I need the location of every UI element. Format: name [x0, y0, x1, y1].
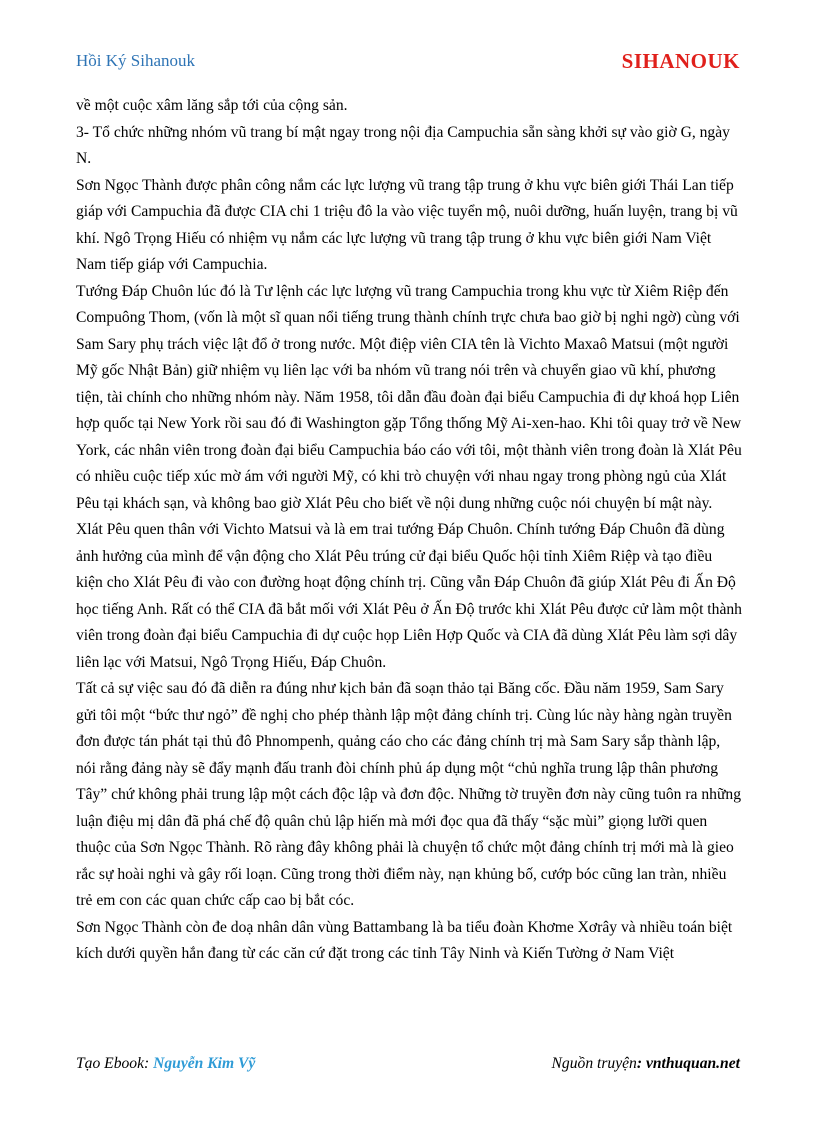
paragraph: Sơn Ngọc Thành được phân công nắm các lực lượng vũ trang tập trung ở khu vực biên giới Thái Lan tiếp giáp với Campuchia đã được CIA chi 1 triệu đô la vào việc tuyển mộ, nuôi dưỡng, huấn luyện, trang bị vũ khí. Ngô Trọng Hiếu có nhiệm vụ nắm các lực lượng vũ trang tập trung ở khu vực biên giới Nam Việt Nam tiếp giáp với Campuchia.: [76, 176, 738, 273]
credit-separator: :: [144, 1055, 154, 1072]
author-name: SIHANOUK: [621, 49, 740, 73]
document-body: [76, 93, 742, 968]
ebook-credit: [76, 1055, 255, 1073]
paragraph: Tướng Đáp Chuôn lúc đó là Tư lệnh các lực lượng vũ trang Campuchia trong khu vực từ Xiêm Riệp đến Compuông Thom, (vốn là một sĩ quan nổi tiếng trung thành chính trực chưa bao giờ bị nghi ngờ) cùng với Sam Sary phụ trách việc lật đổ ở trong nước. Một điệp viên CIA tên là Vichto Maxaô Matsui (một người Mỹ gốc Nhật Bản) giữ nhiệm vụ liên lạc với ba nhóm vũ trang nói trên và chuyển giao vũ khí, phương tiện, tài chính cho những nhóm này. Năm 1958, tôi dẫn đầu đoàn đại biểu Campuchia đi dự khoá họp Liên hợp quốc tại New York rồi sau đó đi Washington gặp Tổng thống Mỹ Ai-xen-hao. Khi tôi quay trở về New York, các nhân viên trong đoàn đại biểu Campuchia báo cáo với tôi, một thành viên trong đoàn là Xlát Pêu có nhiều cuộc tiếp xúc mờ ám với người Mỹ, có khi trò chuyện với nhau ngay trong phòng ngủ của Xlát Pêu tại khách sạn, và không bao giờ Xlát Pêu cho biết về nội dung những cuộc nói chuyện bí mật này.: [76, 282, 742, 512]
book-title: Hồi Ký Sihanouk: [76, 51, 195, 70]
credit-name: Nguyễn Kim Vỹ: [153, 1055, 256, 1072]
source-credit: [552, 1055, 740, 1073]
paragraph: 3- Tổ chức những nhóm vũ trang bí mật ngay trong nội địa Campuchia sẵn sàng khởi sự vào giờ G, ngày N.: [76, 123, 730, 167]
paragraph: Tất cả sự việc sau đó đã diễn ra đúng như kịch bản đã soạn thảo tại Băng cốc. Đầu năm 1959, Sam Sary gửi tôi một “bức thư ngỏ” đề nghị cho phép thành lập một đảng chính trị. Cùng lúc này hàng ngàn truyền đơn được tán phát tại thủ đô Phnompenh, quảng cáo cho các đảng chính trị mà Sam Sary sắp thành lập, nói rằng đảng này sẽ đẩy mạnh đấu tranh đòi chính phủ áp dụng một “chủ nghĩa trung lập thân phương Tây” chứ không phải trung lập một cách độc lập và đơn độc. Những tờ truyền đơn này cũng tuôn ra những luận điệu mị dân đã phá chế độ quân chủ lập hiến mà mới đọc qua đã thấy “sặc mùi” giọng lưỡi quen thuộc của Sơn Ngọc Thành. Rõ ràng đây không phải là chuyện tổ chức một đảng chính trị mới mà là gieo rắc sự hoài nghi và gây rối loạn. Cũng trong thời điểm này, nạn khủng bố, cướp bóc cũng lan tràn, nhiều trẻ em con các quan chức cấp cao bị bắt cóc.: [76, 680, 742, 909]
source-label: Nguồn truyện: [551, 1055, 637, 1072]
paragraph: về một cuộc xâm lăng sắp tới của cộng sản.: [76, 97, 348, 114]
paragraph: Xlát Pêu quen thân với Vichto Matsui và là em trai tướng Đáp Chuôn. Chính tướng Đáp Chuôn đã dùng ảnh hưởng của mình để vận động cho Xlát Pêu trúng cử đại biểu Quốc hội tỉnh Xiêm Riệp và tạo điều kiện cho Xlát Pêu đi vào con đường hoạt động chính trị. Cũng vẫn Đáp Chuôn đã giúp Xlát Pêu đi Ấn Độ học tiếng Anh. Rất có thể CIA đã bắt mối với Xlát Pêu ở Ấn Độ trước khi Xlát Pêu được cử làm một thành viên trong đoàn đại biểu Campuchia đi dự cuộc họp Liên Hợp Quốc và CIA đã dùng Xlát Pêu làm sợi dây liên lạc với Matsui, Ngô Trọng Hiếu, Đáp Chuôn.: [76, 521, 742, 671]
source-separator: :: [636, 1055, 646, 1072]
source-site: vnthuquan.net: [645, 1055, 740, 1072]
paragraph: Sơn Ngọc Thành còn đe doạ nhân dân vùng Battambang là ba tiểu đoàn Khơme Xơrây và nhiều toán biệt kích dưới quyền hắn đang từ các căn cứ đặt trong các tỉnh Tây Ninh và Kiến Tường ở Nam Việt: [76, 918, 733, 962]
credit-label: Tạo Ebook: [76, 1055, 145, 1072]
